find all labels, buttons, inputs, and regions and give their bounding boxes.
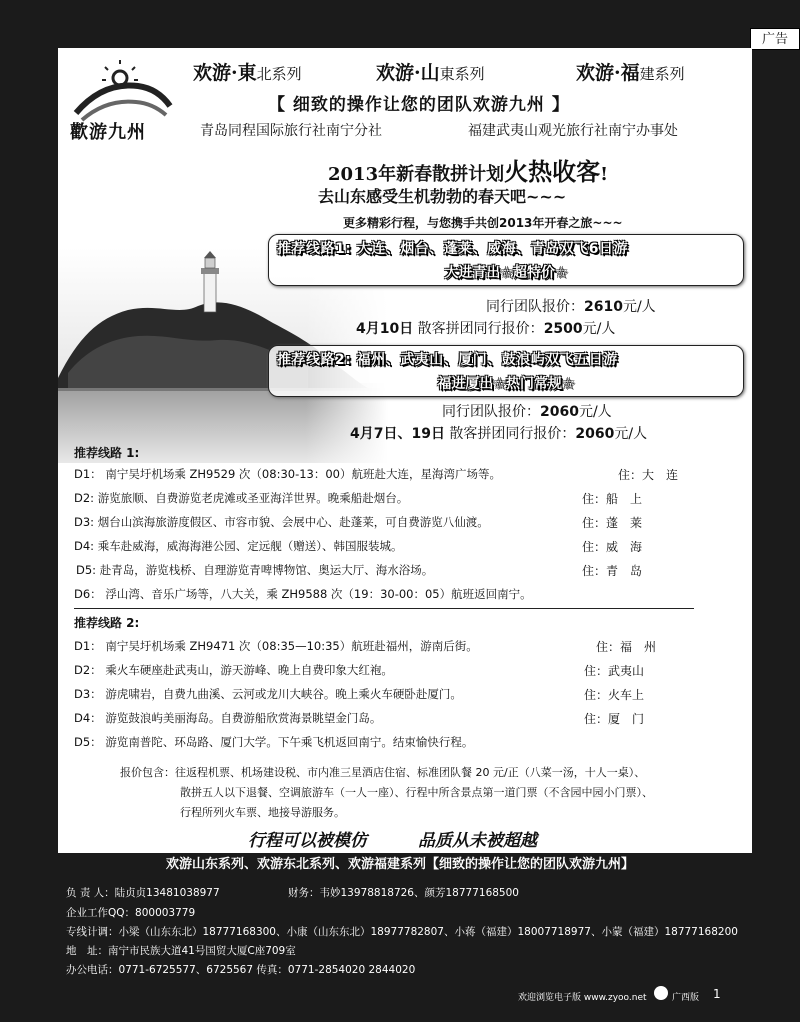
logo-text: 歡游九州 xyxy=(70,122,146,143)
footer-finance: 财务：韦妙13978818726、颜芳18777168500 xyxy=(288,887,519,899)
agency-qingdao: 青岛同程国际旅行社南宁分社 xyxy=(200,123,382,139)
itinerary2-row: D4： 游览鼓浪屿美丽海岛。自费游船欣赏海景眺望金门岛。 xyxy=(74,711,382,725)
itinerary1-stay: 住：大 连 xyxy=(618,468,679,482)
itinerary1-stay: 住：青 岛 xyxy=(582,564,643,578)
tagline: 更多精彩行程，与您携手共创2013年开春之旅~~~ xyxy=(343,216,623,230)
footer-manager: 负 责 人：陆贞贞13481038977 xyxy=(66,887,220,899)
itinerary1-stay: 住：船 上 xyxy=(582,492,643,506)
headline: 2013年新春散拼计划火热收客! xyxy=(328,157,609,186)
footer-edition: 广西版 xyxy=(672,993,700,1003)
subheadline: 去山东感受生机勃勃的春天吧~~~ xyxy=(318,187,567,206)
series-fujian: 欢游·福建系列 xyxy=(576,62,685,84)
page-number: 1 xyxy=(713,987,721,1001)
footer-office-phone: 办公电话：0771-6725577、6725567 传真：0771-2854020 2844020 xyxy=(66,964,416,976)
route1-group-price: 同行团队报价：2610元/人 xyxy=(486,299,656,315)
itinerary2-row: D2： 乘火车硬座赴武夷山，游天游峰、晚上自费印象大红袍。 xyxy=(74,663,393,677)
itinerary1-row: D4: 乘车赴威海，威海海港公园、定远舰（赠送）、韩国服装城。 xyxy=(74,539,403,553)
itinerary2-stay: 住：厦 门 xyxy=(584,712,645,726)
itinerary1-row: D5: 赴青岛，游览栈桥、自理游览青啤博物馆、奥运大厅、海水浴场。 xyxy=(76,563,434,577)
itinerary2-row: D1： 南宁吴圩机场乘 ZH9471 次（08:35—10:35）航班赴福州，游南后街。 xyxy=(74,639,478,653)
itinerary2-stay: 住：火车上 xyxy=(584,688,645,702)
section-divider xyxy=(74,608,694,609)
route1-loose-price: 4月10日 散客拼团同行报价：2500元/人 xyxy=(356,321,616,337)
ad-tag: 广告 xyxy=(750,28,800,50)
route2-loose-price: 4月7日、19日 散客拼团同行报价：2060元/人 xyxy=(350,426,648,442)
route2-group-price: 同行团队报价：2060元/人 xyxy=(442,404,612,420)
publisher-emblem-icon xyxy=(654,986,668,1000)
footer-website: 欢迎浏览电子版 www.zyoo.net xyxy=(518,993,647,1003)
slogan: 【 细致的操作让您的团队欢游九州 】 xyxy=(268,95,570,115)
itinerary2-row: D3： 游虎啸岩，自费九曲溪、云河或龙川大峡谷。晚上乘火车硬卧赴厦门。 xyxy=(74,687,462,701)
footer-qq: 企业工作QQ：800003779 xyxy=(66,907,196,919)
itinerary1-stay: 住：威 海 xyxy=(582,540,643,554)
itinerary2-row: D5： 游览南普陀、环岛路、厦门大学。下午乘飞机返回南宁。结束愉快行程。 xyxy=(74,735,474,749)
motto-left: 行程可以被模仿 xyxy=(248,831,367,851)
price-inclusions-line: 行程所列火车票、地接导游服务。 xyxy=(180,806,345,819)
itinerary1-stay: 住：蓬 莱 xyxy=(582,516,643,530)
itinerary2-stay: 住：福 州 xyxy=(596,640,657,654)
itinerary1-row: D6： 浮山湾、音乐广场等，八大关，乘 ZH9588 次（19：30-00：05）航班返回南宁。 xyxy=(74,587,532,601)
ad-panel xyxy=(58,48,752,853)
price-inclusions-line: 散拼五人以下退餐、空调旅游车（一人一座）、行程中所含景点第一道门票（不含园中园小门票）、 xyxy=(180,786,653,799)
series-shandong: 欢游·山東系列 xyxy=(376,62,485,84)
itinerary1-row: D1： 南宁吴圩机场乘 ZH9529 次（08:30-13：00）航班赴大连，星海湾广场等。 xyxy=(74,467,501,481)
footer-address: 地 址：南宁市民族大道41号国贸大厦C座709室 xyxy=(66,945,296,957)
route2-banner: 推荐线路2: 福州、武夷山、厦门、鼓浪屿双飞五日游 福进厦出☆热门常规☆ xyxy=(268,345,744,397)
price-inclusions-line: 报价包含：往返程机票、机场建设税、市内准三星酒店住宿、标准团队餐 20 元/正（八菜一汤，十人一桌）、 xyxy=(120,766,646,779)
itinerary1-row: D2: 游览旅顺、自费游览老虎滩或圣亚海洋世界。晚乘船赴烟台。 xyxy=(74,491,409,505)
route1-banner: 推荐线路1: 大连、烟台、蓬莱、威海、青岛双飞6日游 大进青出☆超特价☆ xyxy=(268,234,744,286)
footer-headline: 欢游山东系列、欢游东北系列、欢游福建系列【细致的操作让您的团队欢游九州】 xyxy=(165,857,634,872)
itinerary2-stay: 住：武夷山 xyxy=(584,664,645,678)
itinerary1-title: 推荐线路 1: xyxy=(74,446,140,460)
series-northeast: 欢游·東北系列 xyxy=(193,62,302,84)
footer-hotline: 专线计调：小梁（山东东北）18777168300、小康（山东东北）18977782807、小蒋（福建）18007718977、小蒙（福建）18777168200 xyxy=(66,926,738,938)
motto-right: 品质从未被超越 xyxy=(418,831,537,851)
itinerary2-title: 推荐线路 2: xyxy=(74,616,140,630)
agency-fujian: 福建武夷山观光旅行社南宁办事处 xyxy=(468,123,678,139)
itinerary1-row: D3: 烟台山滨海旅游度假区、市容市貌、会展中心、赴蓬莱，可自费游览八仙渡。 xyxy=(74,515,489,529)
